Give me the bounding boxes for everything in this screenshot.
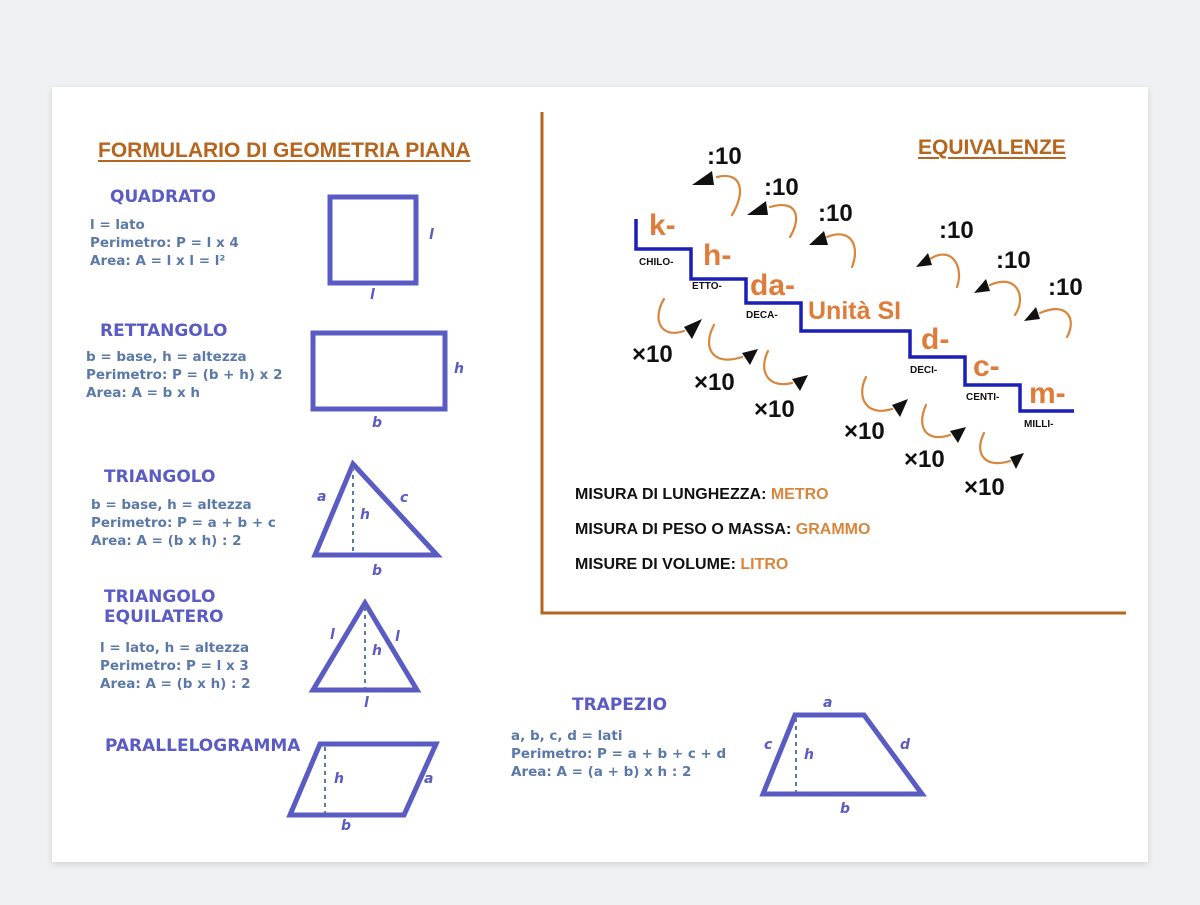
multiply-arrow xyxy=(862,377,892,411)
parallelogramma-title: PARALLELOGRAMMA xyxy=(105,736,301,756)
triangolo-line: b = base, h = altezza xyxy=(91,497,252,513)
multiply-arrow xyxy=(658,299,684,333)
measure-length xyxy=(575,486,829,504)
divide-arrow-head xyxy=(916,253,932,267)
triangolo-line: Perimetro: P = a + b + c xyxy=(91,515,276,531)
divide-arrow xyxy=(770,205,796,237)
multiply-arrow-head xyxy=(684,319,702,339)
trapezio-line: a, b, c, d = lati xyxy=(511,728,623,744)
triangolo-line: Area: A = (b x h) : 2 xyxy=(91,533,242,549)
parallelogramma-label-a: a xyxy=(424,771,434,787)
prefix-name-milli: MILLI- xyxy=(1024,419,1054,430)
equilatero-line: Area: A = (b x h) : 2 xyxy=(100,676,251,692)
rettangolo-line: Area: A = b x h xyxy=(86,385,201,401)
equilatero-line: Perimetro: P = l x 3 xyxy=(100,658,249,674)
divide-label: :10 xyxy=(764,174,799,201)
prefix-name-deci: DECI- xyxy=(910,365,938,376)
equilatero-title-line: TRIANGOLO xyxy=(104,587,216,607)
equilatero-line: l = lato, h = altezza xyxy=(100,640,250,656)
divide-arrow xyxy=(827,234,855,267)
triangolo-title: TRIANGOLO xyxy=(104,467,216,487)
divide-label: :10 xyxy=(996,247,1031,274)
rettangolo-label-h: h xyxy=(454,361,464,377)
multiply-arrow-head xyxy=(792,375,808,391)
divide-arrow xyxy=(1040,309,1071,337)
prefix-name-chilo: CHILO- xyxy=(639,257,674,268)
prefix-name-deca: DECA- xyxy=(746,310,778,321)
trapezio-label-c: c xyxy=(764,737,773,753)
divide-arrow-head xyxy=(692,171,714,185)
triangolo-label-h: h xyxy=(360,507,370,523)
equilatero-label-right: l xyxy=(395,629,400,645)
divide-label: :10 xyxy=(707,143,742,170)
quadrato-line: l = lato xyxy=(90,217,145,233)
prefix-symbol-k: k- xyxy=(649,209,676,242)
quadrato-label-bottom: l xyxy=(370,287,375,303)
trapezio-title: TRAPEZIO xyxy=(572,695,668,715)
divide-arrow-head xyxy=(809,231,828,245)
divide-arrow xyxy=(930,255,959,287)
measure-label: MISURA DI LUNGHEZZA: xyxy=(575,486,771,503)
rettangolo-shape xyxy=(313,333,445,409)
divide-label: :10 xyxy=(1048,274,1083,301)
trapezio-shape xyxy=(763,715,922,794)
measure-label: MISURA DI PESO O MASSA: xyxy=(575,521,796,538)
equilatero-title-line: EQUILATERO xyxy=(104,607,224,627)
measure-unit: METRO xyxy=(770,486,829,503)
multiply-arrow-head xyxy=(950,427,966,443)
divide-arrow xyxy=(990,282,1020,315)
multiply-arrow xyxy=(764,351,792,384)
prefix-symbol-h: h- xyxy=(703,239,732,272)
rettangolo-label-b: b xyxy=(372,415,383,431)
measure-mass xyxy=(575,521,870,539)
rettangolo-title: RETTANGOLO xyxy=(100,321,228,341)
trapezio-label-b: b xyxy=(840,801,851,817)
measure-label: MISURE DI VOLUME: xyxy=(575,556,741,573)
trapezio-line: Perimetro: P = a + b + c + d xyxy=(511,746,727,762)
trapezio-label-d: d xyxy=(900,737,911,753)
equilatero-label-left: l xyxy=(330,627,335,643)
divide-arrow-head xyxy=(747,201,768,215)
prefix-symbol-m: m- xyxy=(1029,377,1066,410)
multiply-label: ×10 xyxy=(632,341,673,368)
divide-arrow-head xyxy=(974,279,990,293)
multiply-arrow xyxy=(922,405,950,437)
multiply-label: ×10 xyxy=(694,369,735,396)
multiply-label: ×10 xyxy=(904,446,945,473)
divide-label: :10 xyxy=(818,200,853,227)
formulary-sheet xyxy=(52,87,1148,862)
rettangolo-line: Perimetro: P = (b + h) x 2 xyxy=(86,367,283,383)
measure-volume xyxy=(575,556,788,574)
multiply-label: ×10 xyxy=(754,396,795,423)
prefix-name-centi: CENTI- xyxy=(966,392,1000,403)
multiply-arrow-head xyxy=(1010,453,1024,469)
triangolo-shape xyxy=(315,464,437,555)
trapezio-label-h: h xyxy=(804,747,814,763)
quadrato-shape xyxy=(330,197,416,283)
measure-unit: GRAMMO xyxy=(795,521,871,538)
multiply-arrow-head xyxy=(742,349,758,365)
quadrato-line: Area: A = l x l = l² xyxy=(90,253,226,269)
quadrato-label-side: l xyxy=(429,227,434,243)
triangolo-label-b: b xyxy=(372,563,383,579)
multiply-label: ×10 xyxy=(844,418,885,445)
prefix-symbol-si: Unità SI xyxy=(808,297,902,325)
divide-label: :10 xyxy=(939,217,974,244)
parallelogramma-label-b: b xyxy=(341,818,352,834)
multiply-arrow-head xyxy=(892,399,908,417)
measure-unit: LITRO xyxy=(740,556,789,573)
triangolo-label-c: c xyxy=(400,490,409,506)
formulary-title: FORMULARIO DI GEOMETRIA PIANA xyxy=(98,139,471,162)
multiply-arrow xyxy=(980,433,1010,463)
trapezio-line: Area: A = (a + b) x h : 2 xyxy=(511,764,692,780)
prefix-symbol-da: da- xyxy=(750,269,795,302)
equivalenze-title: EQUIVALENZE xyxy=(918,136,1066,159)
equilatero-label-bottom: l xyxy=(364,695,369,711)
multiply-label: ×10 xyxy=(964,474,1005,501)
quadrato-line: Perimetro: P = l x 4 xyxy=(90,235,239,251)
equilatero-label-h: h xyxy=(372,643,382,659)
trapezio-label-a: a xyxy=(823,695,833,711)
divide-arrow xyxy=(717,176,740,215)
triangolo-label-a: a xyxy=(317,489,327,505)
prefix-name-etto: ETTO- xyxy=(692,281,722,292)
rettangolo-line: b = base, h = altezza xyxy=(86,349,247,365)
parallelogramma-label-h: h xyxy=(334,771,344,787)
prefix-symbol-c: c- xyxy=(973,350,1000,383)
multiply-arrow xyxy=(709,325,742,360)
prefix-symbol-d: d- xyxy=(921,323,950,356)
quadrato-title: QUADRATO xyxy=(110,187,216,207)
divide-arrow-head xyxy=(1024,307,1040,321)
parallelogramma-shape xyxy=(290,744,436,815)
